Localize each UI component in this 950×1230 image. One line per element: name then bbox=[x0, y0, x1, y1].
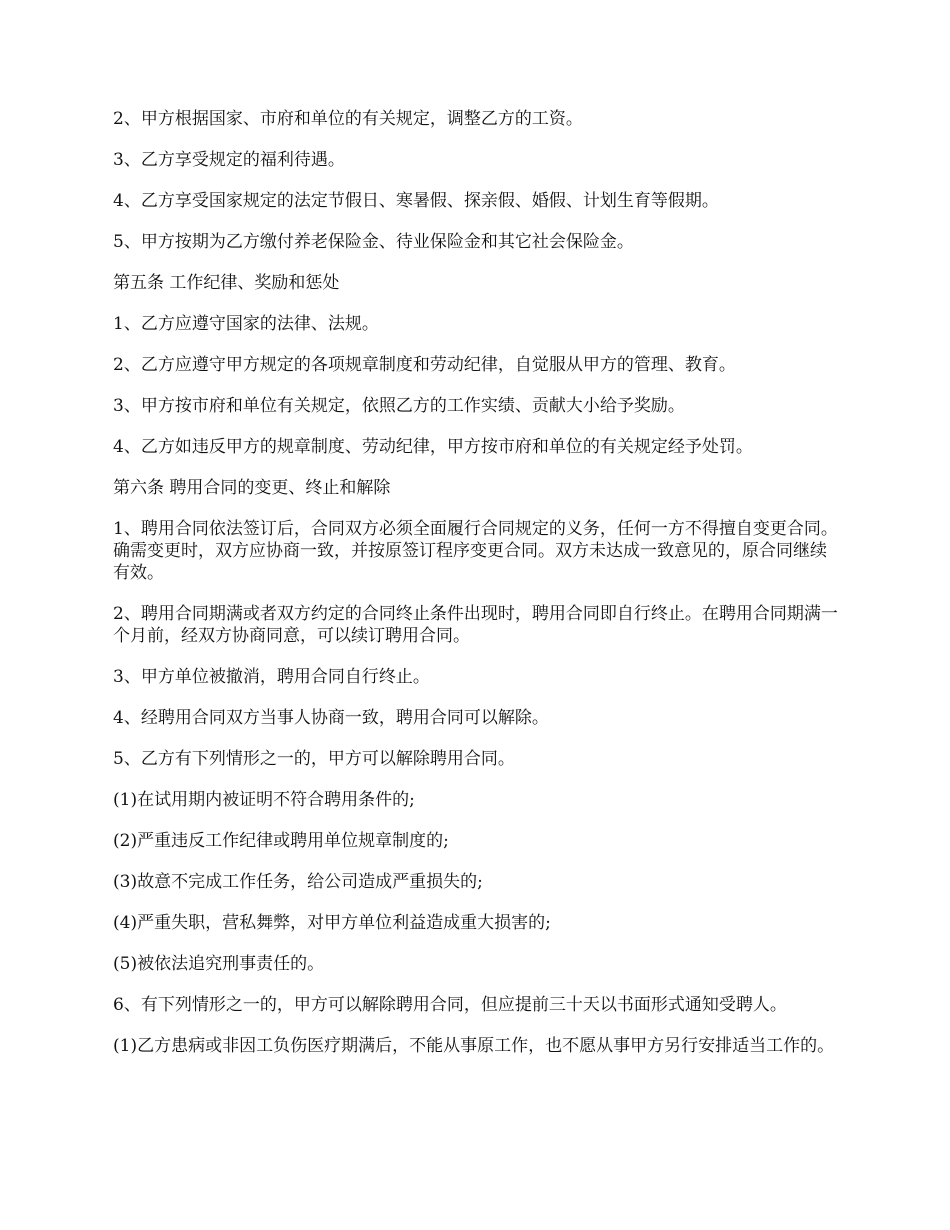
paragraph-notice-termination: 6、有下列情形之一的，甲方可以解除聘用合同，但应提前三十天以书面形式通知受聘人。 bbox=[113, 995, 787, 1015]
paragraph-penalties: 4、乙方如违反甲方的规章制度、劳动纪律，甲方按市府和单位的有关规定经予处罚。 bbox=[113, 437, 753, 457]
paragraph-welfare: 3、乙方享受规定的福利待遇。 bbox=[113, 150, 345, 170]
paragraph-termination-cases: 5、乙方有下列情形之一的，甲方可以解除聘用合同。 bbox=[113, 749, 515, 769]
document-body bbox=[113, 108, 843, 1076]
section-heading-article-6: 第六条 聘用合同的变更、终止和解除 bbox=[113, 478, 391, 498]
paragraph-mutual-termination: 4、经聘用合同双方当事人协商一致，聘用合同可以解除。 bbox=[113, 708, 549, 728]
list-item-misconduct: (4)严重失职，营私舞弊，对甲方单位利益造成重大损害的; bbox=[113, 913, 551, 933]
paragraph-rewards: 3、甲方按市府和单位有关规定，依照乙方的工作实绩、贡献大小给予奖励。 bbox=[113, 396, 685, 416]
section-heading-article-5: 第五条 工作纪律、奖励和惩处 bbox=[113, 273, 340, 293]
list-item-violation: (2)严重违反工作纪律或聘用单位规章制度的; bbox=[113, 831, 449, 851]
paragraph-obey-rules: 2、乙方应遵守甲方规定的各项规章制度和劳动纪律，自觉服从甲方的管理、教育。 bbox=[113, 355, 736, 375]
paragraph-holidays: 4、乙方享受国家规定的法定节假日、寒暑假、探亲假、婚假、计划生育等假期。 bbox=[113, 191, 719, 211]
paragraph-obey-law: 1、乙方应遵守国家的法律、法规。 bbox=[113, 314, 379, 334]
list-item-illness: (1)乙方患病或非因工负伤医疗期满后，不能从事原工作，也不愿从事甲方另行安排适当工作的。 bbox=[113, 1036, 835, 1056]
paragraph-unit-dissolved: 3、甲方单位被撤消，聘用合同自行终止。 bbox=[113, 667, 430, 687]
list-item-criminal: (5)被依法追究刑事责任的。 bbox=[113, 954, 325, 974]
paragraph-contract-expiry: 2、聘用合同期满或者双方约定的合同终止条件出现时，聘用合同即自行终止。在聘用合同期满一个月前，经双方协商同意，可以续订聘用合同。 bbox=[113, 604, 838, 646]
paragraph-salary-adjustment: 2、甲方根据国家、市府和单位的有关规定，调整乙方的工资。 bbox=[113, 109, 583, 129]
paragraph-insurance: 5、甲方按期为乙方缴付养老保险金、待业保险金和其它社会保险金。 bbox=[113, 232, 634, 252]
list-item-probation: (1)在试用期内被证明不符合聘用条件的; bbox=[113, 790, 415, 810]
list-item-task-failure: (3)故意不完成工作任务，给公司造成严重损失的; bbox=[113, 872, 483, 892]
paragraph-contract-change: 1、聘用合同依法签订后，合同双方必须全面履行合同规定的义务，任何一方不得擅自变更合同。确需变更时，双方应协商一致，并按原签订程序变更合同。双方未达成一致意见的，原合同继续有效。 bbox=[113, 519, 838, 583]
